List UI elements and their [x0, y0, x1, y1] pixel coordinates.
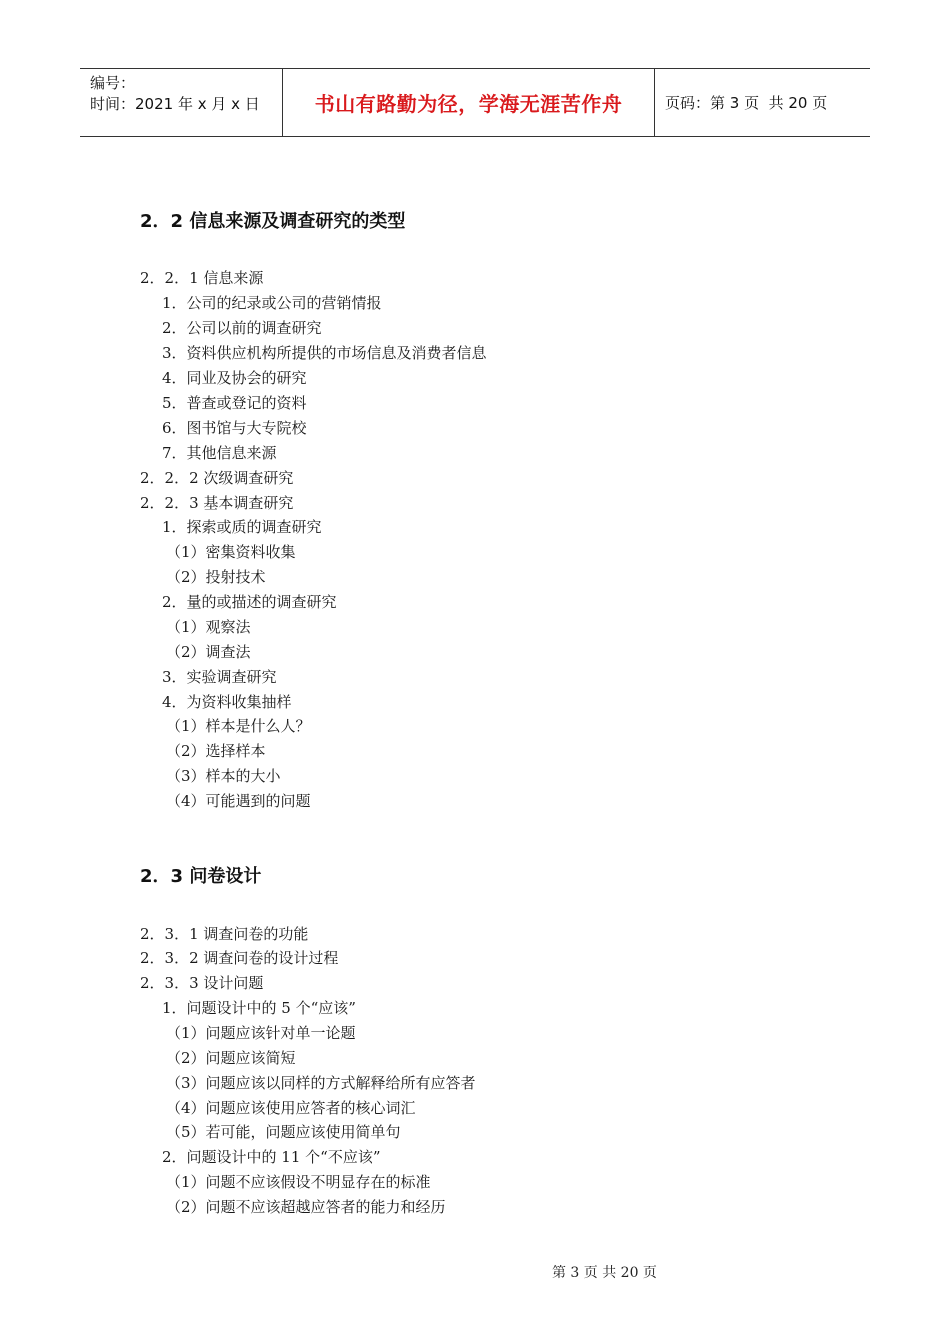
sub-list-item: （4）可能遇到的问题 [166, 792, 311, 810]
page-header [80, 68, 870, 137]
sub-list-item: （1）观察法 [166, 618, 251, 636]
subsection-heading: 2．3．2 调查问卷的设计过程 [140, 949, 339, 967]
sub-list-item: （5）若可能，问题应该使用简单句 [166, 1123, 401, 1141]
list-item: 3．资料供应机构所提供的市场信息及消费者信息 [162, 344, 487, 362]
list-item: 1．问题设计中的 5 个“应该” [162, 999, 356, 1017]
list-item: 4．为资料收集抽样 [162, 693, 292, 711]
sub-list-item: （1）样本是什么人？ [166, 717, 311, 735]
sub-list-item: （2）问题应该简短 [166, 1049, 296, 1067]
sub-list-item: （3）问题应该以同样的方式解释给所有应答者 [166, 1074, 476, 1092]
sub-list-item: （1）密集资料收集 [166, 543, 296, 561]
motto-text: 书山有路勤为径，学海无涯苦作舟 [314, 92, 623, 116]
section-title-2-2: 2．2 信息来源及调查研究的类型 [140, 211, 406, 232]
subsection-heading: 2．2．2 次级调查研究 [140, 469, 294, 487]
list-item: 6．图书馆与大专院校 [162, 419, 307, 437]
list-item: 1．探索或质的调查研究 [162, 518, 322, 536]
sub-list-item: （1）问题不应该假设不明显存在的标准 [166, 1173, 431, 1191]
sub-list-item: （2）问题不应该超越应答者的能力和经历 [166, 1198, 446, 1216]
subsection-heading: 2．2．1 信息来源 [140, 269, 264, 287]
page-footer [0, 1246, 950, 1282]
list-item: 2．量的或描述的调查研究 [162, 593, 337, 611]
list-item: 5．普查或登记的资料 [162, 394, 307, 412]
sub-list-item: （1）问题应该针对单一论题 [166, 1024, 356, 1042]
date-label: 时间：2021 年 x 月 x 日 [90, 95, 260, 113]
subsection-heading: 2．3．3 设计问题 [140, 974, 264, 992]
list-item: 3．实验调查研究 [162, 668, 277, 686]
subsection-heading: 2．2．3 基本调查研究 [140, 494, 294, 512]
page-info: 页码：第 3 页 共 20 页 [665, 94, 828, 112]
sub-list-item: （4）问题应该使用应答者的核心词汇 [166, 1099, 416, 1117]
header-left-cell [80, 69, 282, 136]
list-item: 1．公司的纪录或公司的营销情报 [162, 294, 382, 312]
list-item: 4．同业及协会的研究 [162, 369, 307, 387]
list-item: 2．公司以前的调查研究 [162, 319, 322, 337]
footer-page-number: 第 3 页 共 20 页 [551, 1265, 657, 1281]
list-item: 7．其他信息来源 [162, 444, 277, 462]
sub-list-item: （2）选择样本 [166, 742, 266, 760]
sub-list-item: （3）样本的大小 [166, 767, 281, 785]
header-motto-cell [282, 69, 655, 136]
number-label: 编号： [90, 74, 136, 92]
section-title-2-3: 2．3 问卷设计 [140, 866, 262, 887]
list-item: 2．问题设计中的 11 个“不应该” [162, 1148, 381, 1166]
sub-list-item: （2）投射技术 [166, 568, 266, 586]
subsection-heading: 2．3．1 调查问卷的功能 [140, 925, 309, 943]
header-right-cell [655, 69, 870, 136]
sub-list-item: （2）调查法 [166, 643, 251, 661]
